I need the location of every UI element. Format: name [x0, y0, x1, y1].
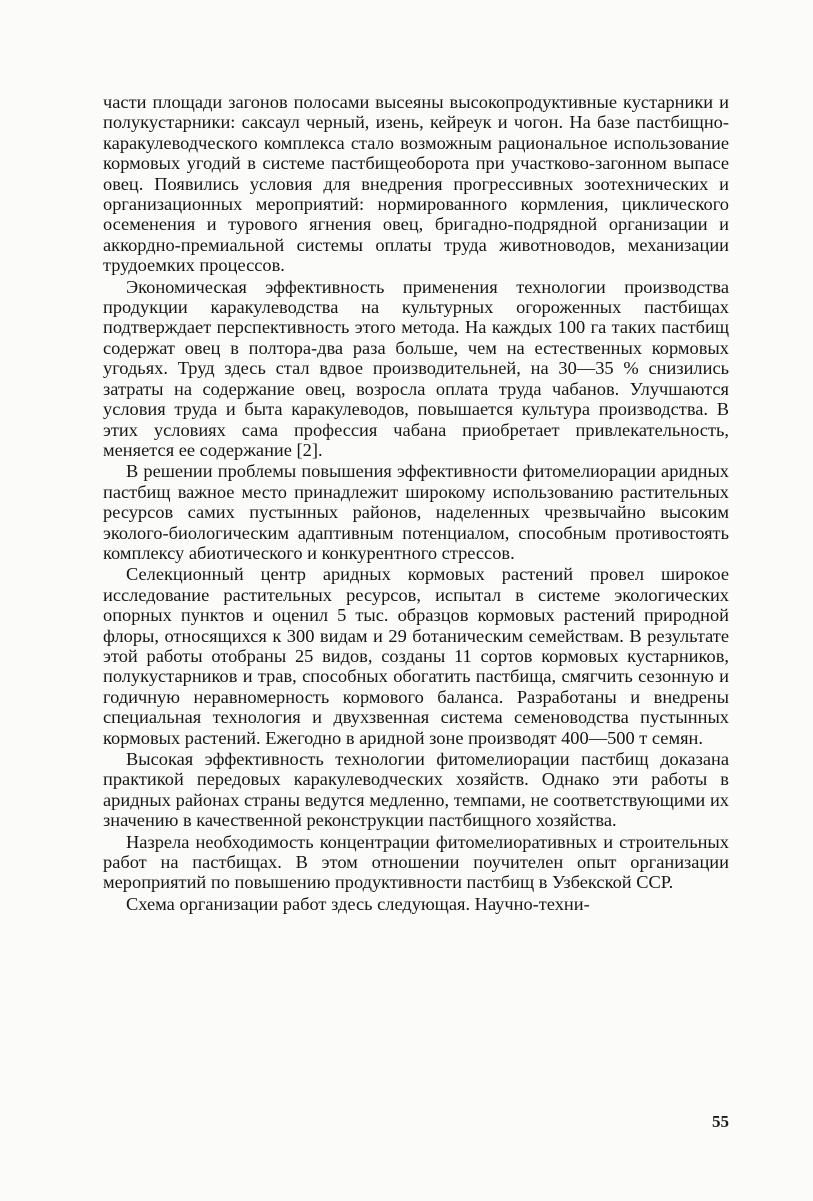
- page-number: 55: [712, 1112, 729, 1131]
- paragraph-4: Селекционный центр аридных кормовых растений провел широкое исследование растительных ресурсов, испытал в системе экологических опорных пунктов и оценил 5 тыс. образцов кормовых растений природной флоры, относящихся к 300 видам и 29 ботаническим семействам. В результате этой работы отобраны 25 видов, созданы 11 сортов кормовых кустарников, полукустарников и трав, способных обогатить пастбища, смягчить сезонную и годичную неравномерность кормового баланса. Разработаны и внедрены специальная технология и двухзвенная система семеноводства пустынных кормовых растений. Ежегодно в аридной зоне производят 400—500 т семян.: [103, 564, 729, 748]
- paragraph-7: Схема организации работ здесь следующая. Научно-техни-: [126, 893, 590, 914]
- body-text: [103, 92, 729, 914]
- paragraph-2: Экономическая эффективность применения технологии производства продукции каракулеводства на культурных огороженных пастбищах подтверждает перспективность этого метода. На каждых 100 га таких пастбищ содержат овец в полтора-два раза больше, чем на естественных кормовых угодьях. Труд здесь стал вдвое производительней, на 30—35 % снизились затраты на содержание овец, возросла оплата труда чабанов. Улучшаются условия труда и быта каракулеводов, повышается культура производства. В этих условиях сама профессия чабана приобретает привлекательность, меняется ее содержание [2].: [103, 276, 729, 460]
- paragraph-6: Назрела необходимость концентрации фитомелиоративных и строительных работ на пастбищах. В этом отношении поучителен опыт организации мероприятий по повышению продуктивности пастбищ в Узбекской ССР.: [103, 831, 729, 893]
- paragraph-1: части площади загонов полосами высеяны высокопродуктивные кустарники и полукустарники: саксаул черный, изень, кейреук и чогон. На базе пастбищно-каракулеводческого комплекса стало возможным рациональное использование кормовых угодий в системе пастбищеоборота при участково-загонном выпасе овец. Появились условия для внедрения прогрессивных зоотехнических и организационных мероприятий: нормированного кормления, циклического осеменения и турового ягнения овец, бригадно-подрядной организации и аккордно-премиальной системы оплаты труда животноводов, механизации трудоемких процессов.: [103, 92, 729, 276]
- paragraph-3: В решении проблемы повышения эффективности фитомелиорации аридных пастбищ важное место принадлежит широкому использованию растительных ресурсов самих пустынных районов, наделенных чрезвычайно высоким эколого-биологическим адаптивным потенциалом, способным противостоять комплексу абиотического и конкурентного стрессов.: [103, 461, 729, 563]
- paragraph-5: Высокая эффективность технологии фитомелиорации пастбищ доказана практикой передовых каракулеводческих хозяйств. Однако эти работы в аридных районах страны ведутся медленно, темпами, не соответствующими их значению в качественной реконструкции пастбищного хозяйства.: [103, 749, 729, 831]
